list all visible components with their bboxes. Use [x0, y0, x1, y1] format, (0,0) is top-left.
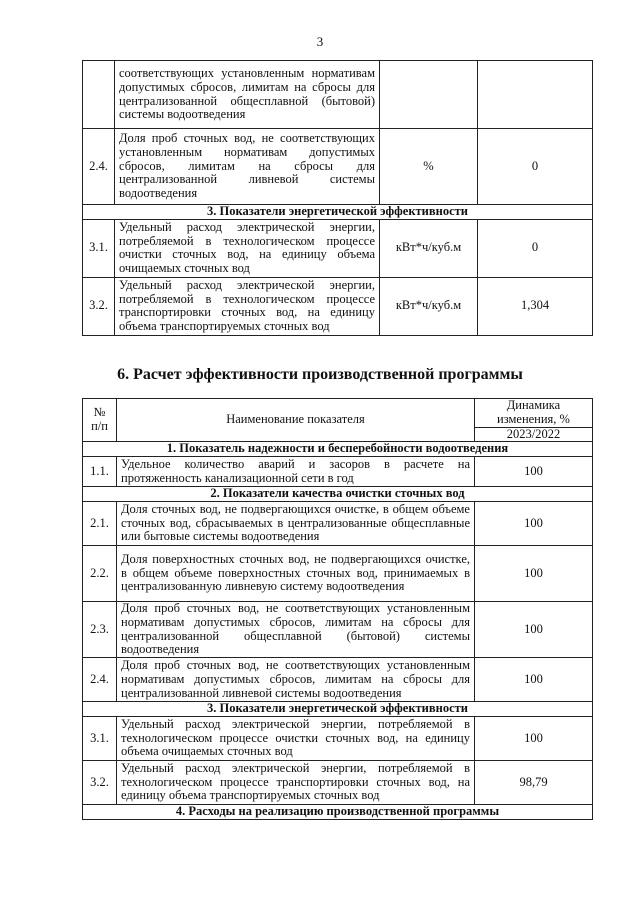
row-number: 2.4.	[83, 129, 115, 205]
row-number: 2.2.	[83, 545, 117, 601]
table-row	[83, 545, 593, 601]
dynamics-value: 100	[475, 501, 593, 545]
indicator-name: Удельный расход электрической энергии, потребляемой в технологическом процессе очистки сточных вод, на единицу объема очищаемых сточных вод	[117, 716, 475, 760]
header-dynamics: Динамика изменения, %	[475, 399, 593, 428]
indicator-name: Доля проб сточных вод, не соответствующих установленным нормативам допустимых сбросов, лимитам на сбросы для централизованной ливневой системы водоотведения	[117, 658, 475, 702]
indicator-name: Удельный расход электрической энергии, потребляемой в технологическом процессе транспортировки сточных вод, на единицу объема транспортируемых сточных вод	[115, 277, 380, 335]
row-number: 3.2.	[83, 277, 115, 335]
section-heading: 6. Расчет эффективности производственной программы	[117, 366, 523, 383]
indicator-name: Удельное количество аварий и засоров в расчете на протяженность канализационной сети в год	[117, 457, 475, 487]
section-title: 3. Показатели энергетической эффективности	[83, 702, 593, 717]
table-row	[83, 457, 593, 487]
indicator-value: 1,304	[478, 277, 593, 335]
row-number: 1.1.	[83, 457, 117, 487]
section-row	[83, 702, 593, 717]
row-number: 2.4.	[83, 658, 117, 702]
table-row	[83, 129, 593, 205]
row-number: 2.1.	[83, 501, 117, 545]
indicator-value	[478, 61, 593, 129]
row-number: 3.2.	[83, 760, 117, 804]
efficiency-body	[83, 442, 593, 819]
unit: %	[380, 129, 478, 205]
table-row	[83, 760, 593, 804]
indicator-value: 0	[478, 129, 593, 205]
indicator-name: Удельный расход электрической энергии, потребляемой в технологическом процессе транспортировки сточных вод, на единицу объема транспортируемых сточных вод	[117, 760, 475, 804]
table-row	[83, 601, 593, 657]
table-row	[83, 716, 593, 760]
dynamics-value: 100	[475, 716, 593, 760]
row-number: 3.1.	[83, 716, 117, 760]
header-period: 2023/2022	[475, 427, 593, 442]
section-row	[83, 804, 593, 819]
indicator-name: Доля проб сточных вод, не соответствующих установленным нормативам допустимых сбросов, лимитам на сбросы для централизованной общесплавной (бытовой) системы водоотведения	[117, 601, 475, 657]
dynamics-value: 100	[475, 457, 593, 487]
unit: кВт*ч/куб.м	[380, 277, 478, 335]
section-title: 1. Показатель надежности и бесперебойности водоотведения	[83, 442, 593, 457]
indicator-value: 0	[478, 219, 593, 277]
dynamics-value: 100	[475, 601, 593, 657]
dynamics-value: 100	[475, 658, 593, 702]
efficiency-header-row	[83, 399, 593, 428]
table-row	[83, 219, 593, 277]
section-title: 2. Показатели качества очистки сточных вод	[83, 487, 593, 502]
wastewater-indicators-body	[83, 61, 593, 336]
indicator-name: Доля проб сточных вод, не соответствующих установленным нормативам допустимых сбросов, лимитам на сбросы для централизованной ливневой системы водоотведения	[115, 129, 380, 205]
wastewater-indicators-table	[82, 60, 593, 336]
row-number: 2.3.	[83, 601, 117, 657]
section-title: 3. Показатели энергетической эффективности	[83, 205, 593, 220]
page-number: 3	[316, 34, 324, 49]
dynamics-value: 100	[475, 545, 593, 601]
unit	[380, 61, 478, 129]
section-row	[83, 205, 593, 220]
table-row	[83, 501, 593, 545]
row-number	[83, 61, 115, 129]
unit: кВт*ч/куб.м	[380, 219, 478, 277]
section-title: 4. Расходы на реализацию производственной программы	[83, 804, 593, 819]
table-row	[83, 658, 593, 702]
section-row	[83, 442, 593, 457]
section-row	[83, 487, 593, 502]
row-number: 3.1.	[83, 219, 115, 277]
indicator-name: Доля поверхностных сточных вод, не подвергающихся очистке, в общем объеме поверхностных сточных вод, принимаемых в централизованную ливневую систему водоотведения	[117, 545, 475, 601]
header-name: Наименование показателя	[117, 399, 475, 442]
indicator-name: Удельный расход электрической энергии, потребляемой в технологическом процессе очистки сточных вод, на единицу объема очищаемых сточных вод	[115, 219, 380, 277]
dynamics-value: 98,79	[475, 760, 593, 804]
efficiency-table	[82, 398, 593, 820]
indicator-name: соответствующих установленным нормативам допустимых сбросов, лимитам на сбросы для централизованной общесплавной (бытовой) системы водоотведения	[115, 61, 380, 129]
table-row	[83, 277, 593, 335]
indicator-name: Доля сточных вод, не подвергающихся очистке, в общем объеме сточных вод, сбрасываемых в централизованные общесплавные или бытовые системы водоотведения	[117, 501, 475, 545]
header-num: № п/п	[83, 399, 117, 442]
table-row	[83, 61, 593, 129]
